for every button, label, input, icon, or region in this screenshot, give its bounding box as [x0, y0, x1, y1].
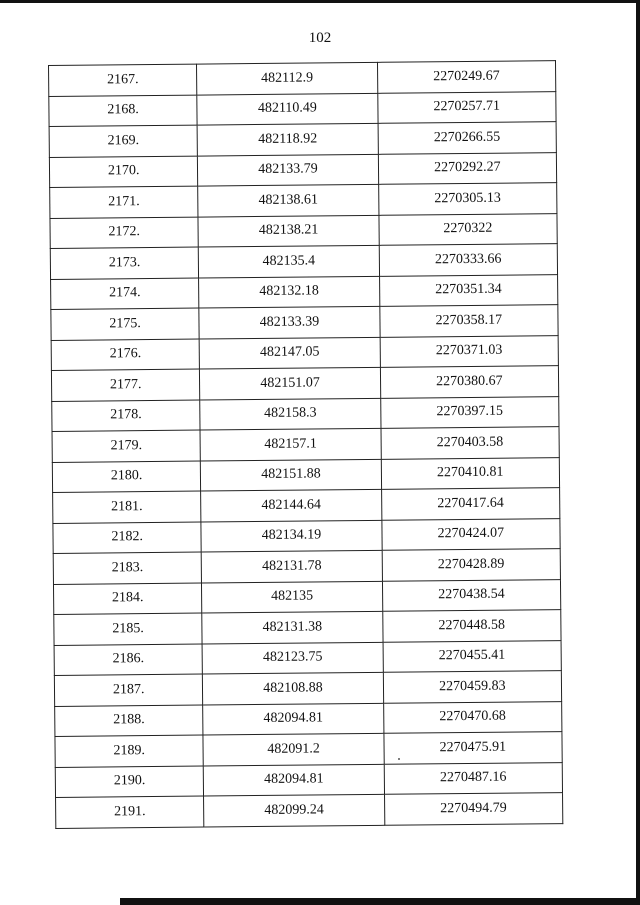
- coordinate-table: [48, 60, 563, 828]
- table-row: [52, 396, 559, 431]
- point-number-cell: 2175.: [51, 308, 200, 340]
- table-row: [49, 122, 556, 157]
- point-number-cell: 2188.: [55, 705, 204, 737]
- point-number-cell: 2172.: [50, 217, 199, 249]
- point-number-cell: 2187.: [54, 674, 203, 706]
- y-coordinate-cell: 2270448.58: [382, 610, 561, 642]
- x-coordinate-cell: 482138.61: [198, 184, 379, 216]
- point-number-cell: 2169.: [49, 125, 198, 157]
- table-row: [52, 427, 559, 462]
- table-row: [55, 732, 562, 767]
- x-coordinate-cell: 482135.4: [199, 245, 380, 277]
- x-coordinate-cell: 482134.19: [201, 520, 382, 552]
- point-number-cell: 2190.: [55, 766, 204, 798]
- x-coordinate-cell: 482099.24: [204, 794, 385, 826]
- table-row: [50, 244, 557, 279]
- table-row: [51, 366, 558, 401]
- y-coordinate-cell: 2270371.03: [380, 335, 559, 367]
- x-coordinate-cell: 482112.9: [197, 62, 378, 94]
- point-number-cell: 2167.: [49, 64, 198, 96]
- table-row: [52, 457, 559, 492]
- x-coordinate-cell: 482157.1: [200, 428, 381, 460]
- point-number-cell: 2174.: [51, 278, 200, 310]
- y-coordinate-cell: 2270487.16: [384, 762, 563, 794]
- table-row: [55, 762, 562, 797]
- y-coordinate-cell: 2270459.83: [383, 671, 562, 703]
- y-coordinate-cell: 2270403.58: [381, 427, 560, 459]
- x-coordinate-cell: 482094.81: [204, 764, 385, 796]
- point-number-cell: 2168.: [49, 95, 198, 127]
- x-coordinate-cell: 482094.81: [203, 703, 384, 735]
- point-number-cell: 2176.: [51, 339, 200, 371]
- y-coordinate-cell: 2270249.67: [377, 61, 556, 93]
- table-row: [49, 91, 556, 126]
- page-number: 102: [308, 30, 332, 46]
- y-coordinate-cell: 2270380.67: [380, 366, 559, 398]
- x-coordinate-cell: 482133.39: [199, 306, 380, 338]
- x-coordinate-cell: 482158.3: [200, 398, 381, 430]
- y-coordinate-cell: 2270438.54: [382, 579, 561, 611]
- point-number-cell: 2181.: [53, 491, 202, 523]
- point-number-cell: 2185.: [54, 613, 203, 645]
- point-number-cell: 2171.: [50, 186, 199, 218]
- point-number-cell: 2184.: [53, 583, 202, 615]
- y-coordinate-cell: 2270305.13: [378, 183, 557, 215]
- table-row: [56, 793, 563, 828]
- y-coordinate-cell: 2270455.41: [383, 640, 562, 672]
- table-row: [54, 610, 561, 645]
- x-coordinate-cell: 482151.88: [201, 459, 382, 491]
- point-number-cell: 2179.: [52, 430, 201, 462]
- scan-speck: [398, 758, 400, 760]
- x-coordinate-cell: 482108.88: [203, 672, 384, 704]
- table-row: [50, 213, 557, 248]
- x-coordinate-cell: 482110.49: [197, 93, 378, 125]
- x-coordinate-cell: 482131.38: [202, 611, 383, 643]
- point-number-cell: 2173.: [50, 247, 199, 279]
- x-coordinate-cell: 482133.79: [198, 154, 379, 186]
- y-coordinate-cell: 2270475.91: [384, 732, 563, 764]
- y-coordinate-cell: 2270322: [379, 213, 558, 245]
- y-coordinate-cell: 2270397.15: [380, 396, 559, 428]
- table-row: [55, 701, 562, 736]
- scan-edge-bottom: [120, 898, 640, 905]
- x-coordinate-cell: 482131.78: [202, 550, 383, 582]
- y-coordinate-cell: 2270424.07: [382, 518, 561, 550]
- table-row: [49, 61, 556, 96]
- table-row: [54, 640, 561, 675]
- y-coordinate-cell: 2270257.71: [377, 91, 556, 123]
- x-coordinate-cell: 482147.05: [199, 337, 380, 369]
- point-number-cell: 2170.: [49, 156, 198, 188]
- point-number-cell: 2191.: [56, 796, 205, 828]
- y-coordinate-cell: 2270428.89: [382, 549, 561, 581]
- table-row: [53, 518, 560, 553]
- point-number-cell: 2186.: [54, 644, 203, 676]
- y-coordinate-cell: 2270410.81: [381, 457, 560, 489]
- y-coordinate-cell: 2270494.79: [384, 793, 563, 825]
- x-coordinate-cell: 482132.18: [199, 276, 380, 308]
- y-coordinate-cell: 2270358.17: [379, 305, 558, 337]
- x-coordinate-cell: 482123.75: [202, 642, 383, 674]
- point-number-cell: 2189.: [55, 735, 204, 767]
- table-row: [53, 579, 560, 614]
- x-coordinate-cell: 482091.2: [203, 733, 384, 765]
- table-row: [51, 274, 558, 309]
- table-row: [51, 305, 558, 340]
- table-row: [50, 183, 557, 218]
- y-coordinate-cell: 2270292.27: [378, 152, 557, 184]
- table-row: [54, 671, 561, 706]
- y-coordinate-cell: 2270417.64: [381, 488, 560, 520]
- scan-edge-top: [0, 0, 640, 3]
- x-coordinate-cell: 482138.21: [198, 215, 379, 247]
- table-row: [53, 549, 560, 584]
- table-row: [51, 335, 558, 370]
- y-coordinate-cell: 2270266.55: [378, 122, 557, 154]
- y-coordinate-cell: 2270470.68: [383, 701, 562, 733]
- y-coordinate-cell: 2270333.66: [379, 244, 558, 276]
- x-coordinate-cell: 482144.64: [201, 489, 382, 521]
- table-row: [53, 488, 560, 523]
- point-number-cell: 2178.: [52, 400, 201, 432]
- scan-edge-right: [636, 0, 640, 905]
- x-coordinate-cell: 482151.07: [200, 367, 381, 399]
- y-coordinate-cell: 2270351.34: [379, 274, 558, 306]
- point-number-cell: 2180.: [52, 461, 201, 493]
- point-number-cell: 2182.: [53, 522, 202, 554]
- x-coordinate-cell: 482135: [202, 581, 383, 613]
- x-coordinate-cell: 482118.92: [197, 123, 378, 155]
- point-number-cell: 2183.: [53, 552, 202, 584]
- point-number-cell: 2177.: [51, 369, 200, 401]
- table-row: [49, 152, 556, 187]
